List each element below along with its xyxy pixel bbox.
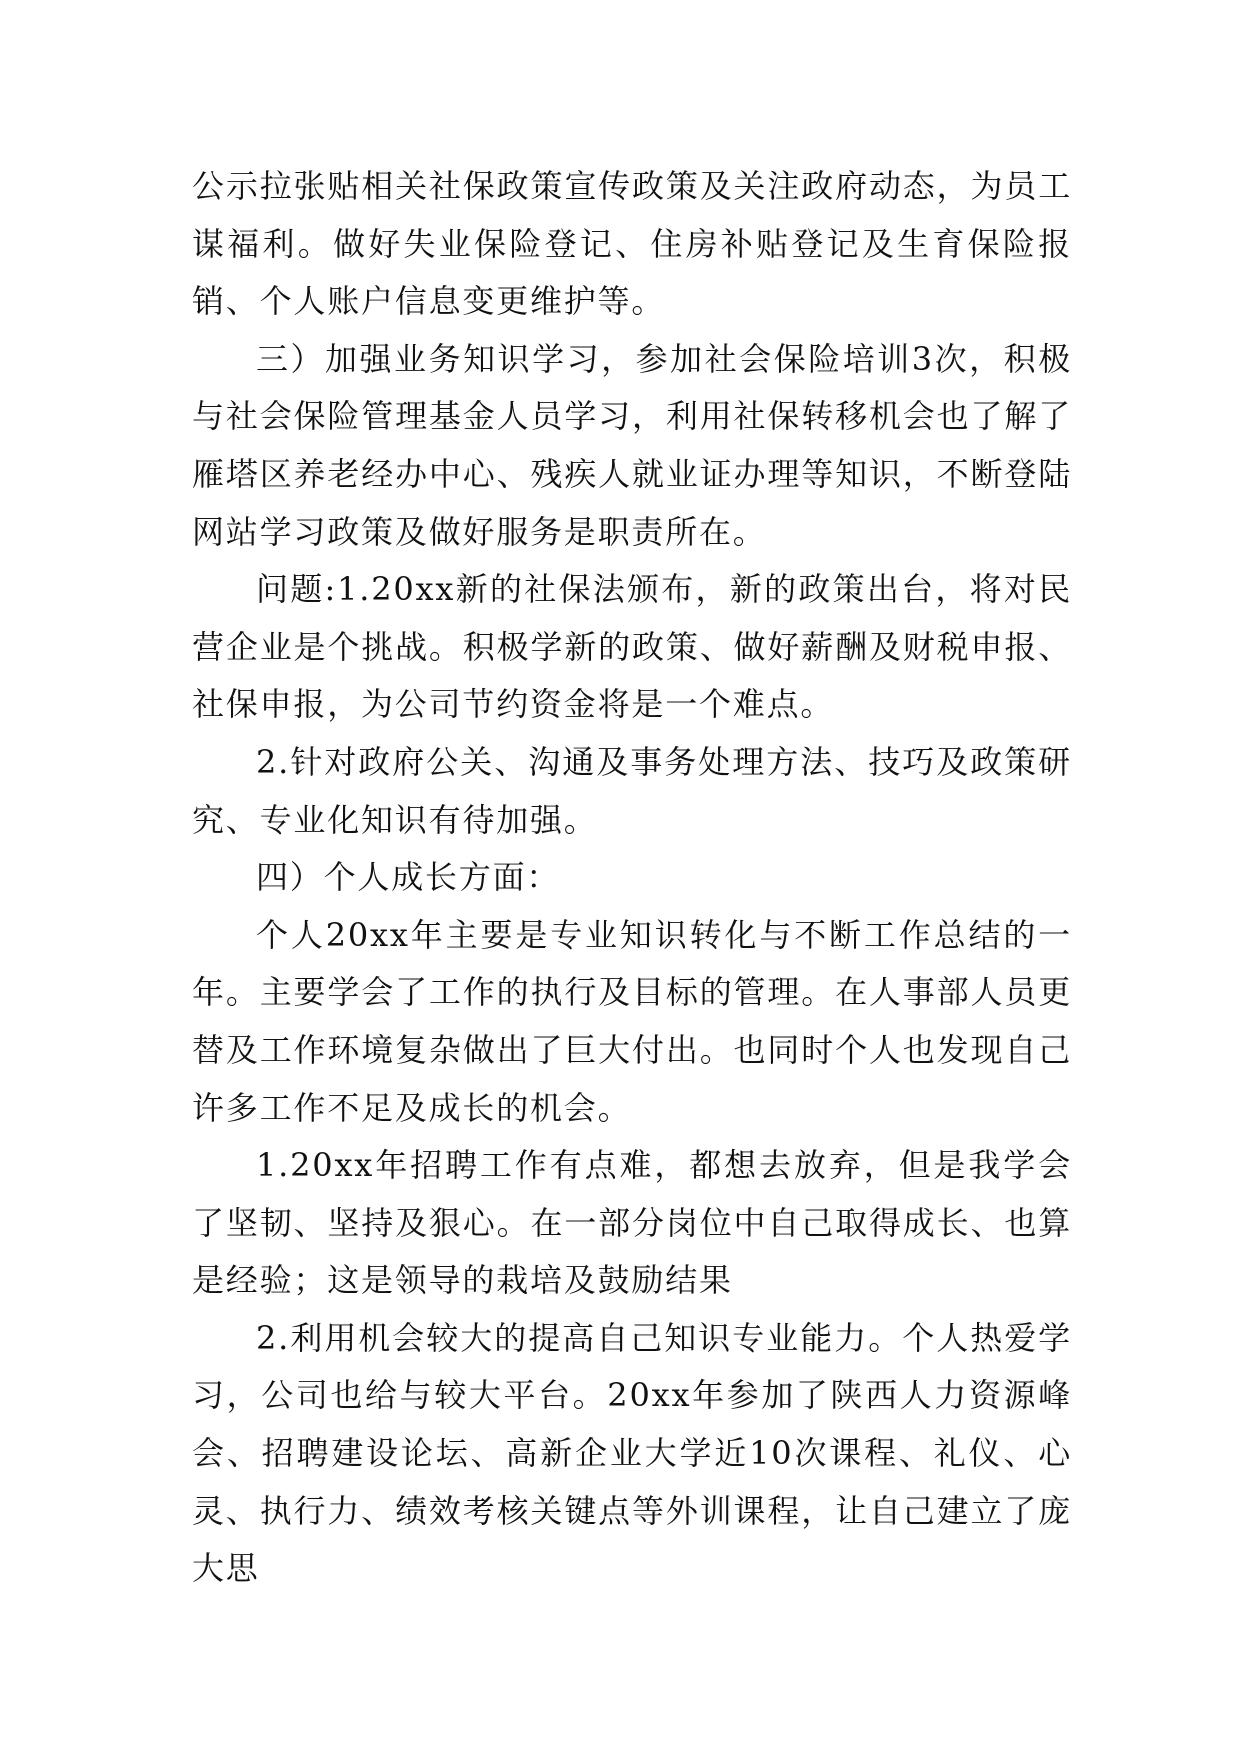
paragraph-6: 个人20xx年主要是专业知识转化与不断工作总结的一年。主要学会了工作的执行及目标的管理。在人事部人员更替及工作环境复杂做出了巨大付出。也同时个人也发现自己许多工作不足及成长的机会。 — [192, 915, 1072, 1127]
paragraph-3: 问题:1.20xx新的社保法颁布，新的政策出台，将对民营企业是个挑战。积极学新的政策、做好薪酬及财税申报、社保申报，为公司节约资金将是一个难点。 — [192, 570, 1072, 724]
document-body — [192, 158, 1072, 1598]
paragraph-2: 三）加强业务知识学习，参加社会保险培训3次，积极与社会保险管理基金人员学习，利用社保转移机会也了解了雁塔区养老经办中心、残疾人就业证办理等知识，不断登陆网站学习政策及做好服务是职责所在。 — [192, 339, 1072, 551]
paragraph-7: 1.20xx年招聘工作有点难，都想去放弃，但是我学会了坚韧、坚持及狠心。在一部分岗位中自己取得成长、也算是经验；这是领导的栽培及鼓励结果 — [192, 1146, 1072, 1300]
paragraph-1: 公示拉张贴相关社保政策宣传政策及关注政府动态，为员工谋福利。做好失业保险登记、住房补贴登记及生育保险报销、个人账户信息变更维护等。 — [192, 167, 1072, 321]
paragraph-8: 2.利用机会较大的提高自己知识专业能力。个人热爱学习，公司也给与较大平台。20xx年参加了陕西人力资源峰会、招聘建设论坛、高新企业大学近10次课程、礼仪、心灵、执行力、绩效考核关键点等外训课程，让自己建立了庞大思 — [192, 1318, 1072, 1588]
paragraph-4: 2.针对政府公关、沟通及事务处理方法、技巧及政策研究、专业化知识有待加强。 — [192, 742, 1072, 839]
section-heading-personal-growth: 四）个人成长方面： — [256, 858, 561, 897]
